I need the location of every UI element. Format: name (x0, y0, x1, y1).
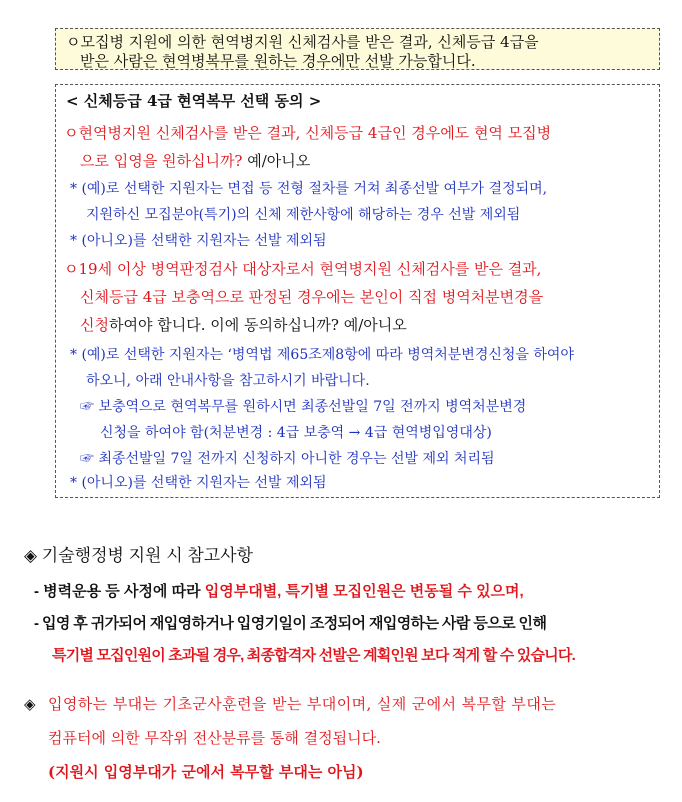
question-1-text: 으로 입영을 원하십니까? (80, 152, 243, 170)
question-2-hint-2: ☞ 최종선발일 7일 전까지 신청하지 아니한 경우는 선발 제외 처리됨 (80, 451, 495, 467)
reference-item-1 (34, 580, 524, 604)
notice-line-2: 받은 사람은 현역병복무를 원하는 경우에만 선발 가능합니다. (80, 52, 476, 70)
placement-diamond: ◈ (24, 695, 36, 713)
question-2-line-3 (80, 313, 407, 337)
reference-item-1-text: - 병력운용 등 사정에 따라 (34, 583, 205, 600)
notice-line-1: ㅇ모집병 지원에 의한 현역병지원 신체검사를 받은 결과, 신체등급 4급을 (66, 33, 539, 51)
question-2-answer: 하여야 합니다. 이에 동의하십니까? 예/아니오 (108, 316, 407, 334)
eligibility-notice-box (55, 28, 660, 70)
question-1-line-1: ㅇ현역병지원 신체검사를 받은 결과, 신체등급 4급인 경우에도 현역 모집병 (64, 124, 552, 142)
placement-line-1: 입영하는 부대는 기초군사훈련을 받는 부대이며, 실제 군에서 복무할 부대는 (48, 695, 557, 713)
question-1-note-no: * (아니오)를 선택한 지원자는 선발 제외됨 (70, 233, 327, 249)
reference-item-2: - 입영 후 귀가되어 재입영하거나 입영기일이 조정되어 재입영하는 사람 등으로 인해 (34, 615, 547, 632)
question-1-note-yes-1: * (예)로 선택한 지원자는 면접 등 전형 절차를 거쳐 최종선발 여부가 결정되며, (70, 181, 548, 197)
question-1-answer: 예/아니오 (242, 152, 311, 170)
reference-item-1-highlight: 입영부대별, 특기별 모집인원은 변동될 수 있으며, (204, 583, 524, 600)
question-1-note-yes-2: 지원하신 모집분야(특기)의 신체 제한사항에 해당하는 경우 선발 제외됨 (86, 207, 521, 223)
question-2-note-yes-2: 하오니, 아래 안내사항을 참고하시기 바랍니다. (86, 373, 370, 389)
question-2-hint-1-line-2: 신청을 하여야 함(처분변경 : 4급 보충역 → 4급 현역병입영대상) (100, 425, 492, 441)
question-1-line-2 (80, 149, 310, 173)
question-2-apply-word: 신청 (80, 316, 109, 334)
reference-item-2-highlight: 특기별 모집인원이 초과될 경우, 최종합격자 선발은 계획인원 보다 적게 할 수 있습니다. (52, 647, 575, 664)
placement-line-3: (지원시 입영부대가 군에서 복무할 부대는 아님) (48, 763, 364, 781)
question-2-line-1: ㅇ19세 이상 병역판정검사 대상자로서 현역병지원 신체검사를 받은 결과, (64, 260, 542, 278)
question-2-hint-1-line-1: ☞ 보충역으로 현역복무를 원하시면 최종선발일 7일 전까지 병역처분변경 (80, 399, 527, 415)
placement-line-2: 컴퓨터에 의한 무작위 전산분류를 통해 결정됩니다. (48, 729, 381, 747)
question-2-note-no: * (아니오)를 선택한 지원자는 선발 제외됨 (70, 475, 327, 491)
consent-title: < 신체등급 4급 현역복무 선택 동의 > (66, 92, 322, 110)
question-2-note-yes-1: * (예)로 선택한 지원자는 ‘병역법 제65조제8항에 따라 병역처분변경신청을 하여야 (70, 347, 574, 363)
question-2-line-2: 신체등급 4급 보충역으로 판정된 경우에는 본인이 직접 병역처분변경을 (80, 288, 544, 306)
reference-heading: ◈ 기술행정병 지원 시 참고사항 (24, 546, 254, 565)
consent-box (55, 84, 660, 498)
